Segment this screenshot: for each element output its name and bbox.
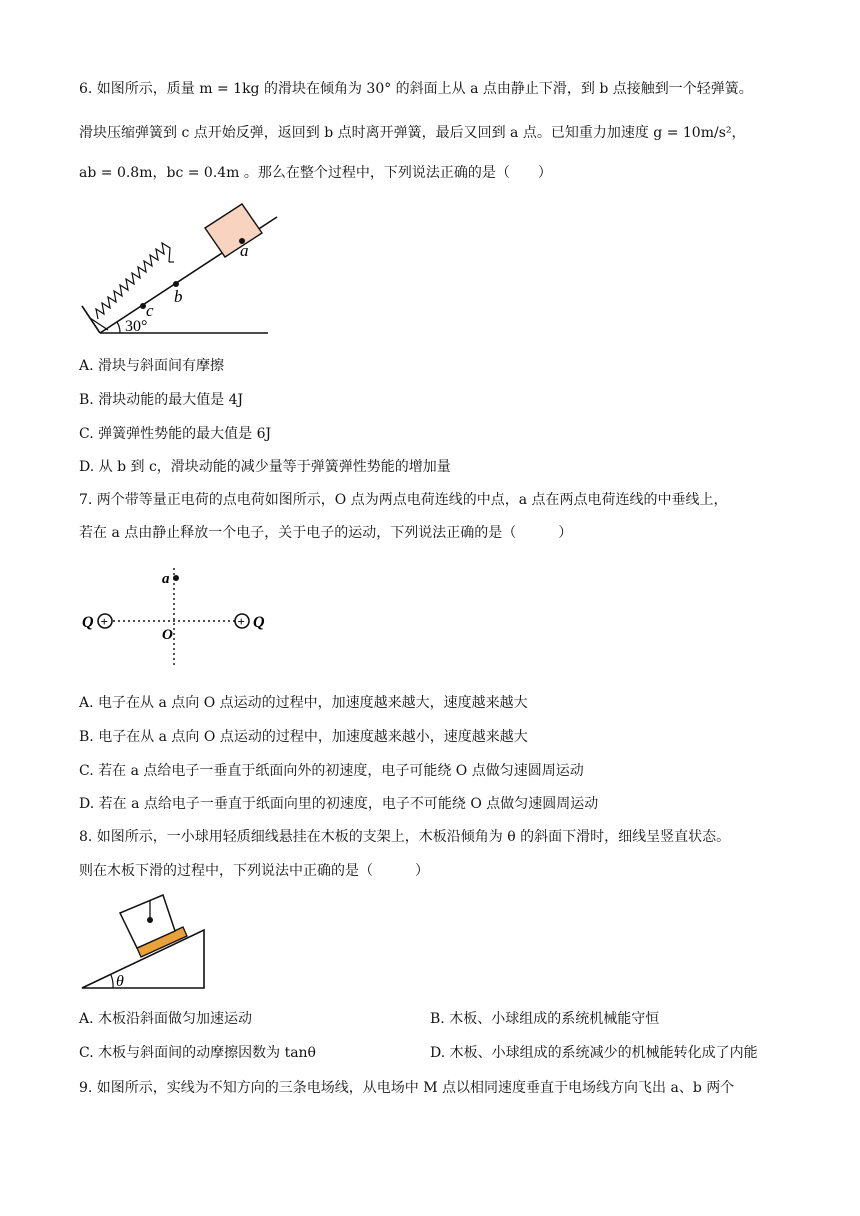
q7-stem-line2: 若在 a 点由静止释放一个电子，关于电子的运动，下列说法正确的是（ ）: [79, 525, 573, 541]
label-a: a: [162, 571, 170, 587]
q8-option-b: B. 木板、小球组成的系统机械能守恒: [430, 1011, 660, 1027]
q8-option-a: A. 木板沿斜面做匀加速运动: [79, 1011, 253, 1027]
q6-option-d: D. 从 b 到 c，滑块动能的减少量等于弹簧弹性势能的增加量: [79, 459, 451, 475]
angle-label: 30°: [125, 318, 148, 335]
q6-stem-line3: ab = 0.8m，bc = 0.4m 。那么在整个过程中，下列说法正确的是（ ）: [79, 165, 552, 181]
q8-stem-line2: 则在木板下滑的过程中，下列说法中正确的是（ ）: [79, 863, 429, 879]
q9-stem-line1: 9. 如图所示，实线为不知方向的三条电场线，从电场中 M 点以相同速度垂直于电场线方向飞出 a、b 两个: [79, 1080, 735, 1096]
angle-label: θ: [116, 973, 124, 990]
label-q-left: Q: [82, 614, 94, 631]
q7-stem-line1: 7. 两个带等量正电荷的点电荷如图所示，O 点为两点电荷连线的中点，a 点在两点电荷连线的中垂线上，: [79, 492, 728, 508]
label-a: a: [240, 241, 249, 260]
q7-option-a: A. 电子在从 a 点向 O 点运动的过程中，加速度越来越大，速度越来越大: [79, 695, 528, 711]
q8-option-d: D. 木板、小球组成的系统减少的机械能转化成了内能: [430, 1045, 758, 1061]
q8-option-c: C. 木板与斜面间的动摩擦因数为 tanθ: [79, 1045, 316, 1061]
ball: [147, 917, 153, 923]
plus-right: +: [237, 614, 245, 629]
q6-option-c: C. 弹簧弹性势能的最大值是 6J: [79, 426, 272, 442]
label-b: b: [174, 287, 183, 306]
label-q-right: Q: [253, 614, 265, 631]
label-o: O: [162, 627, 173, 643]
q6-stem-line2: 滑块压缩弹簧到 c 点开始反弹，返回到 b 点时离开弹簧，最后又回到 a 点。已知重力加速度 g = 10m/s²，: [79, 125, 746, 141]
q6-option-a: A. 滑块与斜面间有摩擦: [79, 358, 225, 374]
q8-stem-line1: 8. 如图所示，一小球用轻质细线悬挂在木板的支架上，木板沿倾角为 θ 的斜面下滑时，细线呈竖直状态。: [79, 829, 731, 845]
q7-option-b: B. 电子在从 a 点向 O 点运动的过程中，加速度越来越小，速度越来越大: [79, 729, 528, 745]
q7-option-d: D. 若在 a 点给电子一垂直于纸面向里的初速度，电子不可能绕 O 点做匀速圆周运动: [79, 796, 599, 812]
q6-stem-line1: 6. 如图所示，质量 m = 1kg 的滑块在倾角为 30° 的斜面上从 a 点由静止下滑，到 b 点接触到一个轻弹簧。: [79, 81, 753, 97]
plus-left: +: [100, 614, 108, 629]
q7-option-c: C. 若在 a 点给电子一垂直于纸面向外的初速度，电子可能绕 O 点做匀速圆周运动: [79, 763, 584, 779]
label-c: c: [146, 301, 154, 320]
q6-option-b: B. 滑块动能的最大值是 4J: [79, 392, 244, 408]
